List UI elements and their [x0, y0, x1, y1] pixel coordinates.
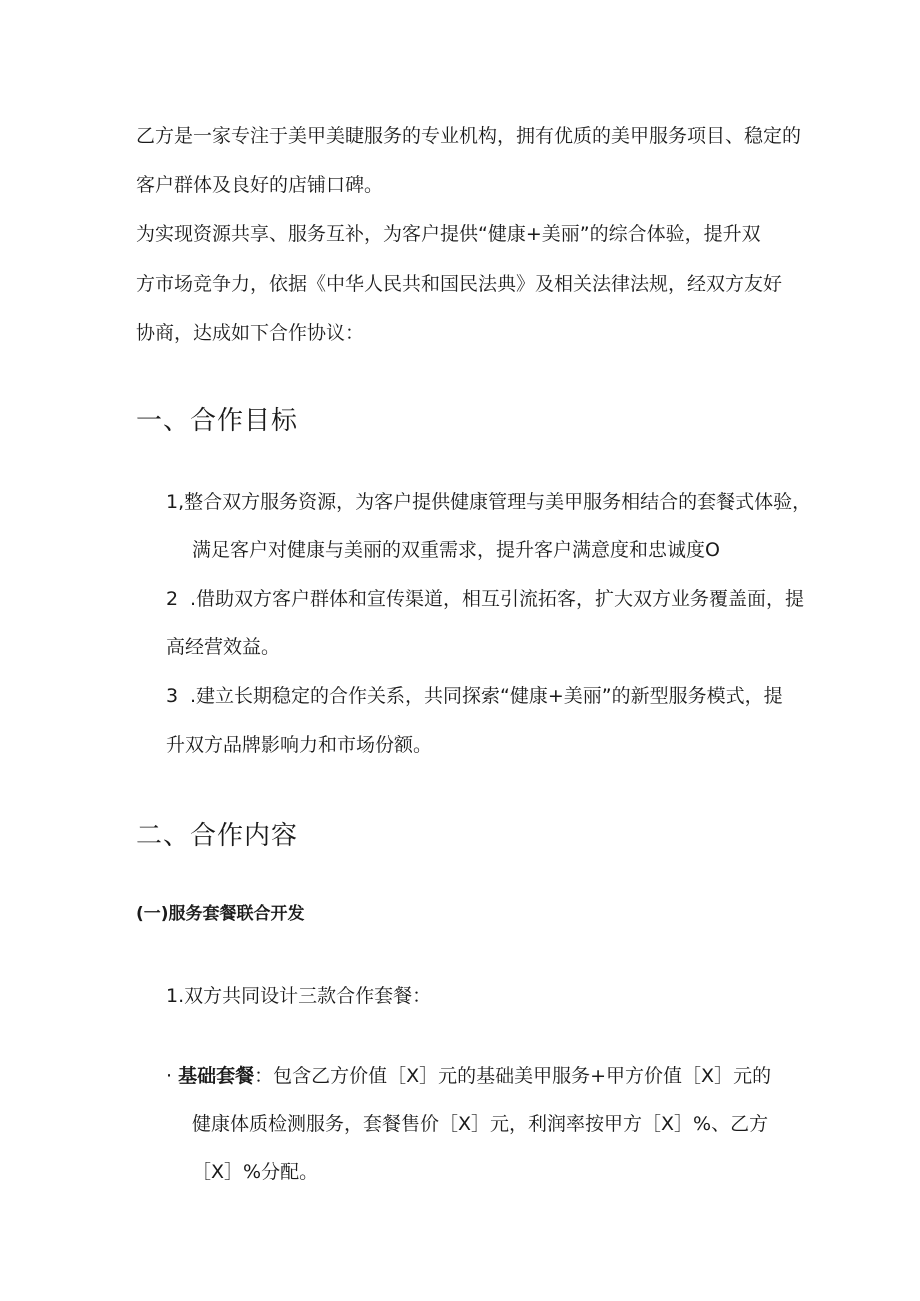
goal-item-1-line2: 满足客户对健康与美丽的双重需求，提升客户满意度和忠诚度O — [192, 539, 720, 561]
goal-item-2-number: 2 — [166, 588, 179, 610]
content-item-1: 1.双方共同设计三款合作套餐： — [166, 985, 432, 1007]
intro-p1-line2: 客户群体及良好的店铺口碑。 — [136, 174, 384, 196]
goal-item-3-line2: 升双方品牌影响力和市场份额。 — [166, 734, 433, 756]
section1-heading: 一、合作目标 — [136, 406, 299, 436]
intro-p2-line3: 协商，达成如下合作协议： — [136, 322, 365, 344]
goal-item-1-number: 1, — [166, 491, 185, 513]
goal-item-3-line1 — [166, 684, 783, 708]
bullet-marker: · — [166, 1065, 173, 1087]
goal-item-1-text: 整合双方服务资源，为客户提供健康管理与美甲服务相结合的套餐式体验， — [184, 491, 812, 513]
package-basic-line2: 健康体质检测服务，套餐售价［X］元，利润率按甲方［X］%、乙方 — [192, 1113, 769, 1135]
goal-item-3-number: 3 — [166, 685, 179, 707]
package-basic-line3: ［X］%分配。 — [192, 1161, 319, 1183]
goal-item-2-line2: 高经营效益。 — [166, 636, 281, 658]
package-basic-line1 — [166, 1064, 771, 1088]
intro-p2-line1: 为实现资源共享、服务互补，为客户提供“健康+美丽”的综合体验，提升双 — [136, 223, 761, 245]
package-basic-text: ：包含乙方价值［X］元的基础美甲服务+甲方价值［X］元的 — [254, 1065, 772, 1087]
section2-heading: 二、合作内容 — [136, 821, 299, 851]
package-basic-label: 基础套餐 — [178, 1065, 255, 1087]
goal-item-2-text: .借助双方客户群体和宣传渠道，相互引流拓客，扩大双方业务覆盖面，提 — [190, 588, 805, 610]
intro-p2-line2: 方市场竞争力，依据《中华人民共和国民法典》及相关法律法规，经双方友好 — [136, 273, 783, 295]
goal-item-2-line1 — [166, 587, 804, 611]
intro-p1-line1: 乙方是一家专注于美甲美睫服务的专业机构，拥有优质的美甲服务项目、稳定的 — [136, 125, 802, 147]
goal-item-1-line1 — [166, 490, 811, 514]
goal-item-3-text: .建立长期稳定的合作关系，共同探索“健康+美丽”的新型服务模式，提 — [190, 685, 783, 707]
subsection-1-heading: (一)服务套餐联合开发 — [136, 904, 305, 924]
